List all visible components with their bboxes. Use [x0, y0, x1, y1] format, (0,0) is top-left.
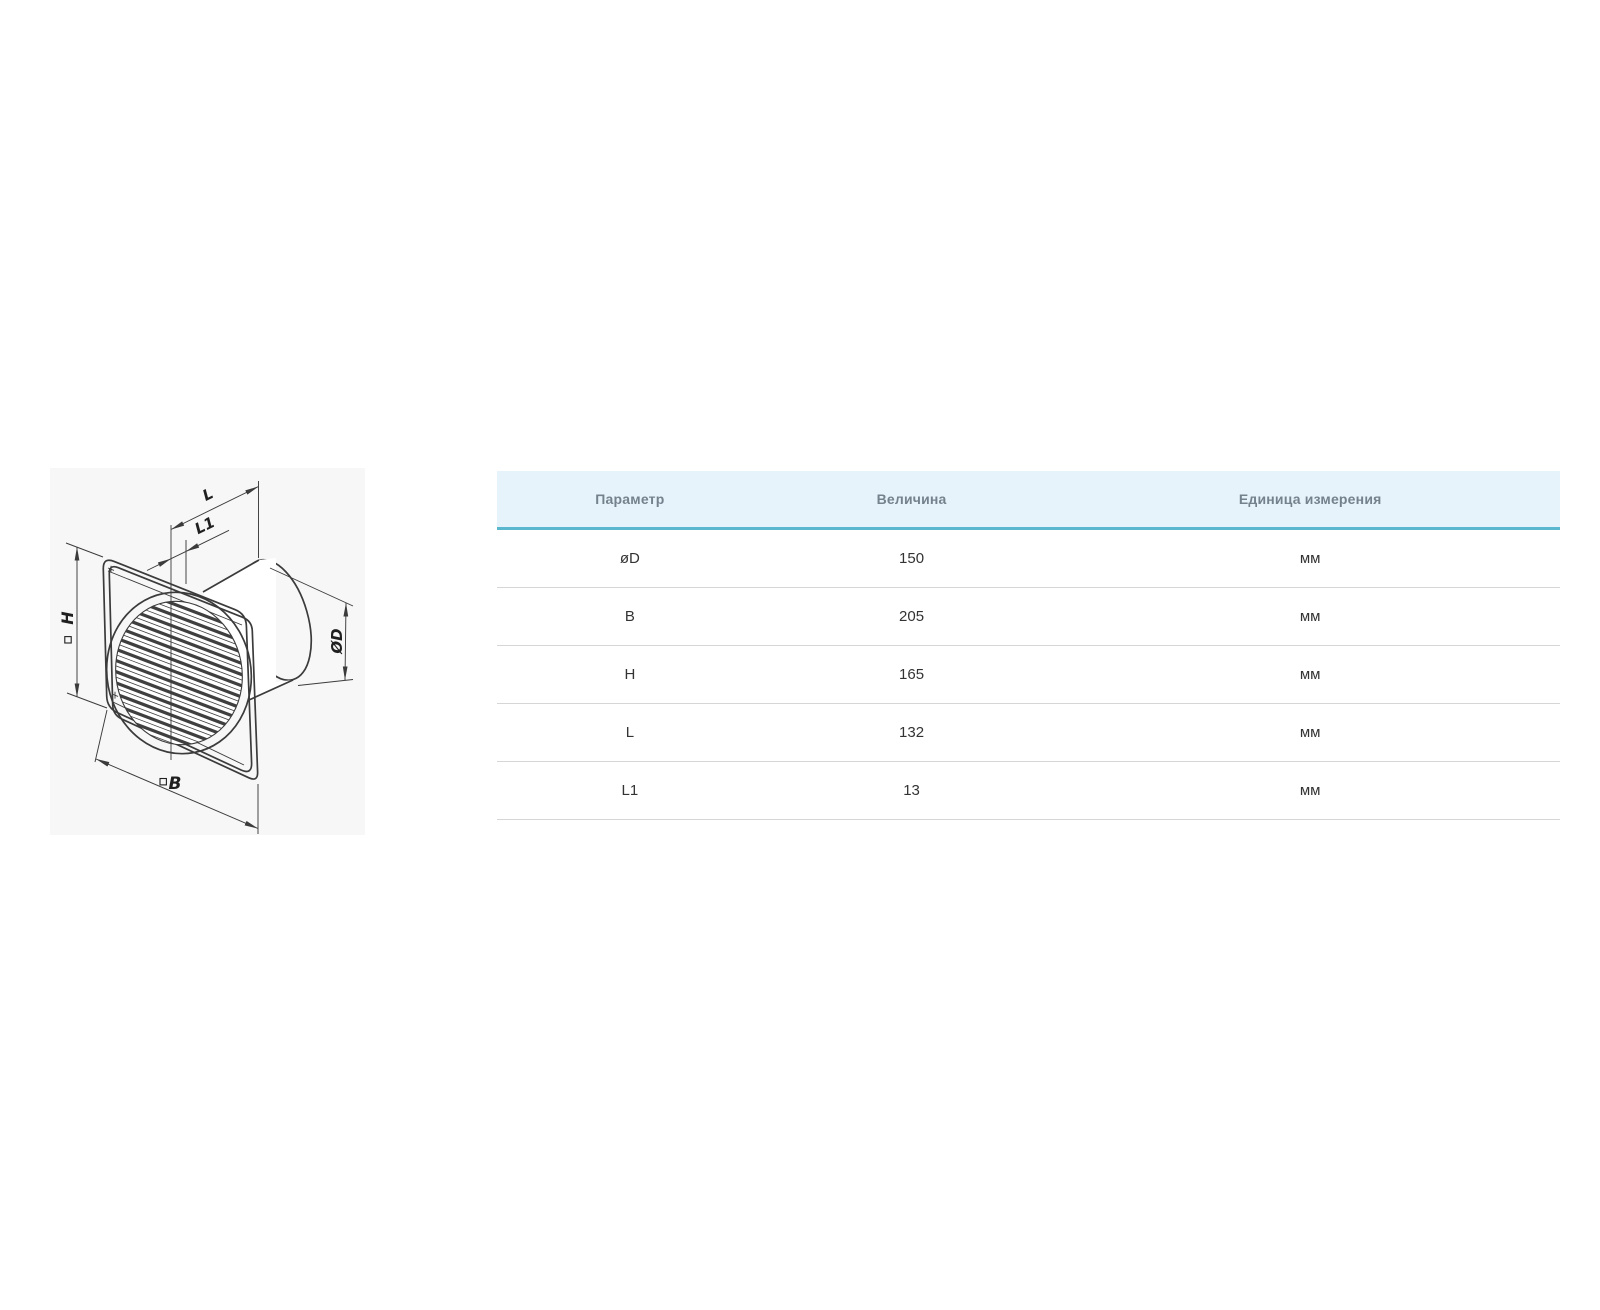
value-cell: 13 — [903, 782, 920, 799]
label-l: L — [199, 484, 217, 505]
param-cell: H — [624, 666, 636, 683]
dimension-l1 — [147, 513, 229, 584]
label-b: B — [168, 774, 182, 794]
square-symbol-h — [65, 637, 71, 643]
dimension-l — [171, 481, 259, 558]
fan-dimension-diagram — [50, 468, 365, 835]
col-header-unit: Единица измерения — [1238, 491, 1382, 507]
label-d: ØD — [328, 628, 346, 654]
table-header-row — [497, 471, 1560, 530]
value-cell: 205 — [899, 608, 925, 625]
label-h: H — [58, 611, 77, 625]
unit-cell: мм — [1299, 782, 1321, 799]
col-header-parameter: Параметр — [595, 491, 665, 507]
fan-diagram-svg — [50, 468, 365, 835]
label-l1: L1 — [191, 513, 218, 538]
dimension-d — [270, 568, 353, 686]
param-cell: B — [624, 608, 635, 625]
unit-cell: мм — [1299, 724, 1321, 741]
param-cell: L1 — [621, 782, 639, 799]
table-row — [497, 646, 1560, 704]
dimension-h — [58, 543, 107, 708]
col-header-value: Величина — [876, 491, 947, 507]
unit-cell: мм — [1299, 666, 1321, 683]
param-cell: øD — [619, 550, 640, 567]
table-row — [497, 704, 1560, 762]
unit-cell: мм — [1299, 550, 1321, 567]
square-symbol-b — [160, 779, 166, 785]
table-row — [497, 530, 1560, 588]
param-cell: L — [625, 724, 635, 741]
value-cell: 165 — [899, 666, 925, 683]
table-row — [497, 762, 1560, 820]
value-cell: 150 — [899, 550, 925, 567]
value-cell: 132 — [899, 724, 925, 741]
unit-cell: мм — [1299, 608, 1321, 625]
parameters-table — [497, 471, 1560, 820]
table-row — [497, 588, 1560, 646]
